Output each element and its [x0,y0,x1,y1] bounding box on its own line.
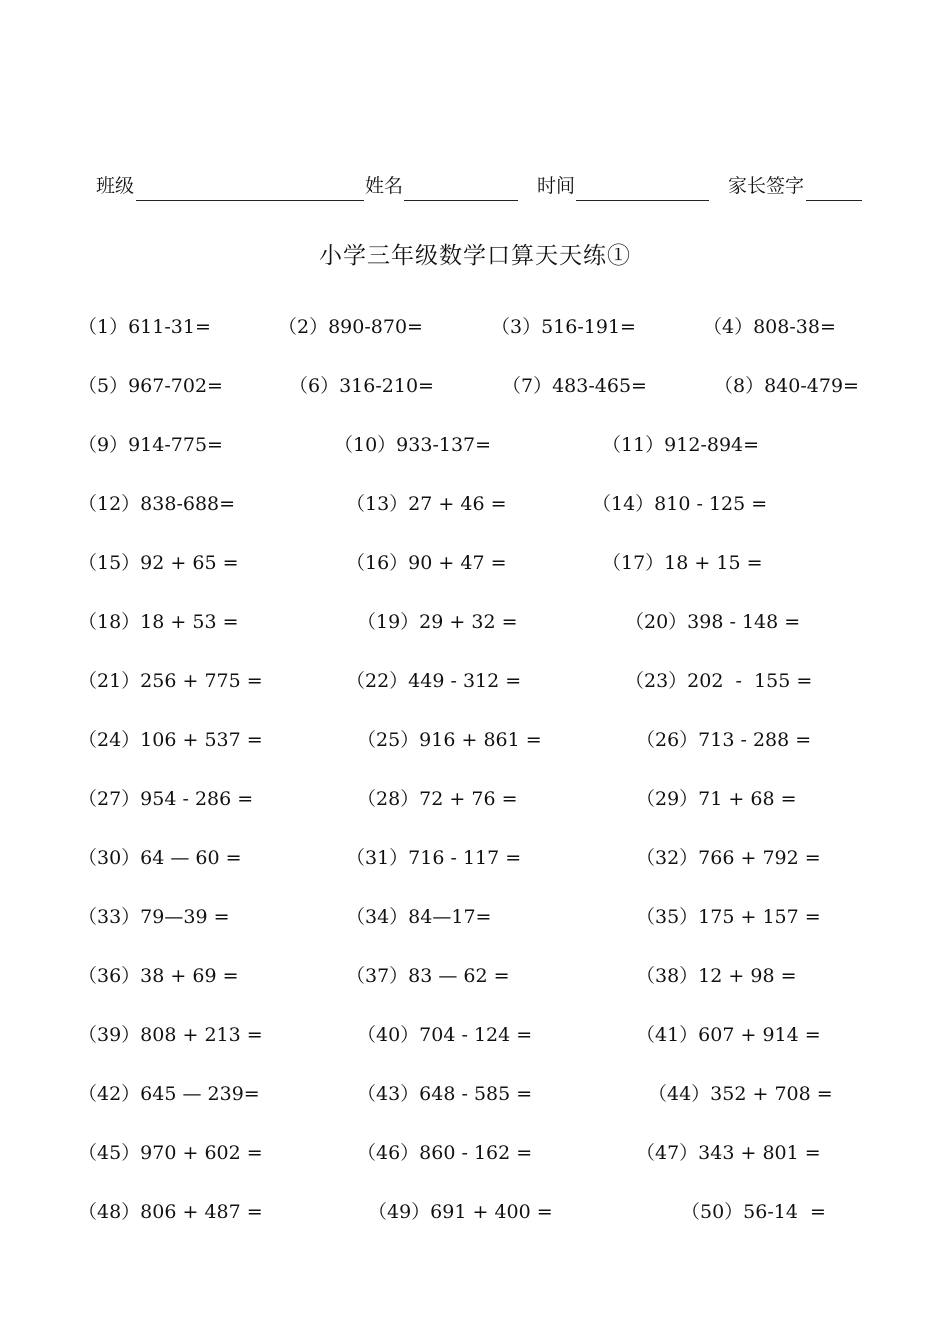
problem-item: （26）713 - 288 = [636,729,812,751]
problem-item: （43）648 - 585 = [357,1083,533,1105]
problem-item: （31）716 - 117 = [346,847,522,869]
problem-item: （45）970 + 602 = [78,1142,263,1164]
problem-item: （48）806 + 487 = [78,1201,263,1223]
student-info-row [96,170,866,204]
name-label: 姓名 [365,175,404,197]
problem-item: （38）12 + 98 = [636,965,797,987]
worksheet-title: 小学三年级数学口算天天练① [319,243,631,269]
problem-item: （10）933-137= [334,434,492,456]
parent-sign-field[interactable] [806,200,862,201]
problem-item: （12）838-688= [78,493,236,515]
problem-item: （15）92 + 65 = [78,552,239,574]
problem-item: （42）645 — 239= [78,1083,260,1105]
problem-item: （8）840-479= [714,375,859,397]
problem-item: （47）343 + 801 = [636,1142,821,1164]
problem-item: （28）72 + 76 = [357,788,518,810]
class-label: 班级 [96,175,135,197]
time-field[interactable] [576,200,709,201]
problem-item: （29）71 + 68 = [636,788,797,810]
parent-sign-label: 家长签字 [728,175,805,197]
problem-item: （34）84—17= [346,906,492,928]
problem-item: （44）352 + 708 = [648,1083,833,1105]
problem-item: （21）256 + 775 = [78,670,263,692]
problem-item: （46）860 - 162 = [357,1142,533,1164]
problem-item: （17）18 + 15 = [602,552,763,574]
problem-item: （23）202 - 155 = [625,670,813,692]
problem-item: （32）766 + 792 = [636,847,821,869]
problem-item: （25）916 + 861 = [357,729,542,751]
name-field[interactable] [404,200,518,201]
problem-item: （50）56-14 = [681,1201,826,1223]
problem-item: （13）27 + 46 = [346,493,507,515]
class-field[interactable] [136,200,364,201]
problem-item: （39）808 + 213 = [78,1024,263,1046]
problem-item: （49）691 + 400 = [368,1201,553,1223]
problem-item: （19）29 + 32 = [357,611,518,633]
problem-item: （22）449 - 312 = [346,670,522,692]
problem-item: （40）704 - 124 = [357,1024,533,1046]
problem-item: （7）483-465= [502,375,647,397]
time-label: 时间 [537,175,576,197]
problem-item: （14）810 - 125 = [592,493,768,515]
problem-item: （6）316-210= [289,375,434,397]
problem-item: （2）890-870= [278,316,423,338]
problem-item: （16）90 + 47 = [346,552,507,574]
problem-item: （36）38 + 69 = [78,965,239,987]
problem-item: （20）398 - 148 = [625,611,801,633]
problem-item: （27）954 - 286 = [78,788,254,810]
problem-item: （9）914-775= [78,434,223,456]
problem-item: （41）607 + 914 = [636,1024,821,1046]
problem-item: （5）967-702= [78,375,223,397]
problem-item: （4）808-38= [703,316,836,338]
problem-item: （33）79—39 = [78,906,230,928]
problem-item: （30）64 — 60 = [78,847,242,869]
problem-item: （1）611-31= [78,316,211,338]
problem-item: （18）18 + 53 = [78,611,239,633]
problem-item: （24）106 + 537 = [78,729,263,751]
problem-item: （11）912-894= [602,434,760,456]
problem-item: （35）175 + 157 = [636,906,821,928]
problem-item: （3）516-191= [491,316,636,338]
problem-item: （37）83 — 62 = [346,965,510,987]
